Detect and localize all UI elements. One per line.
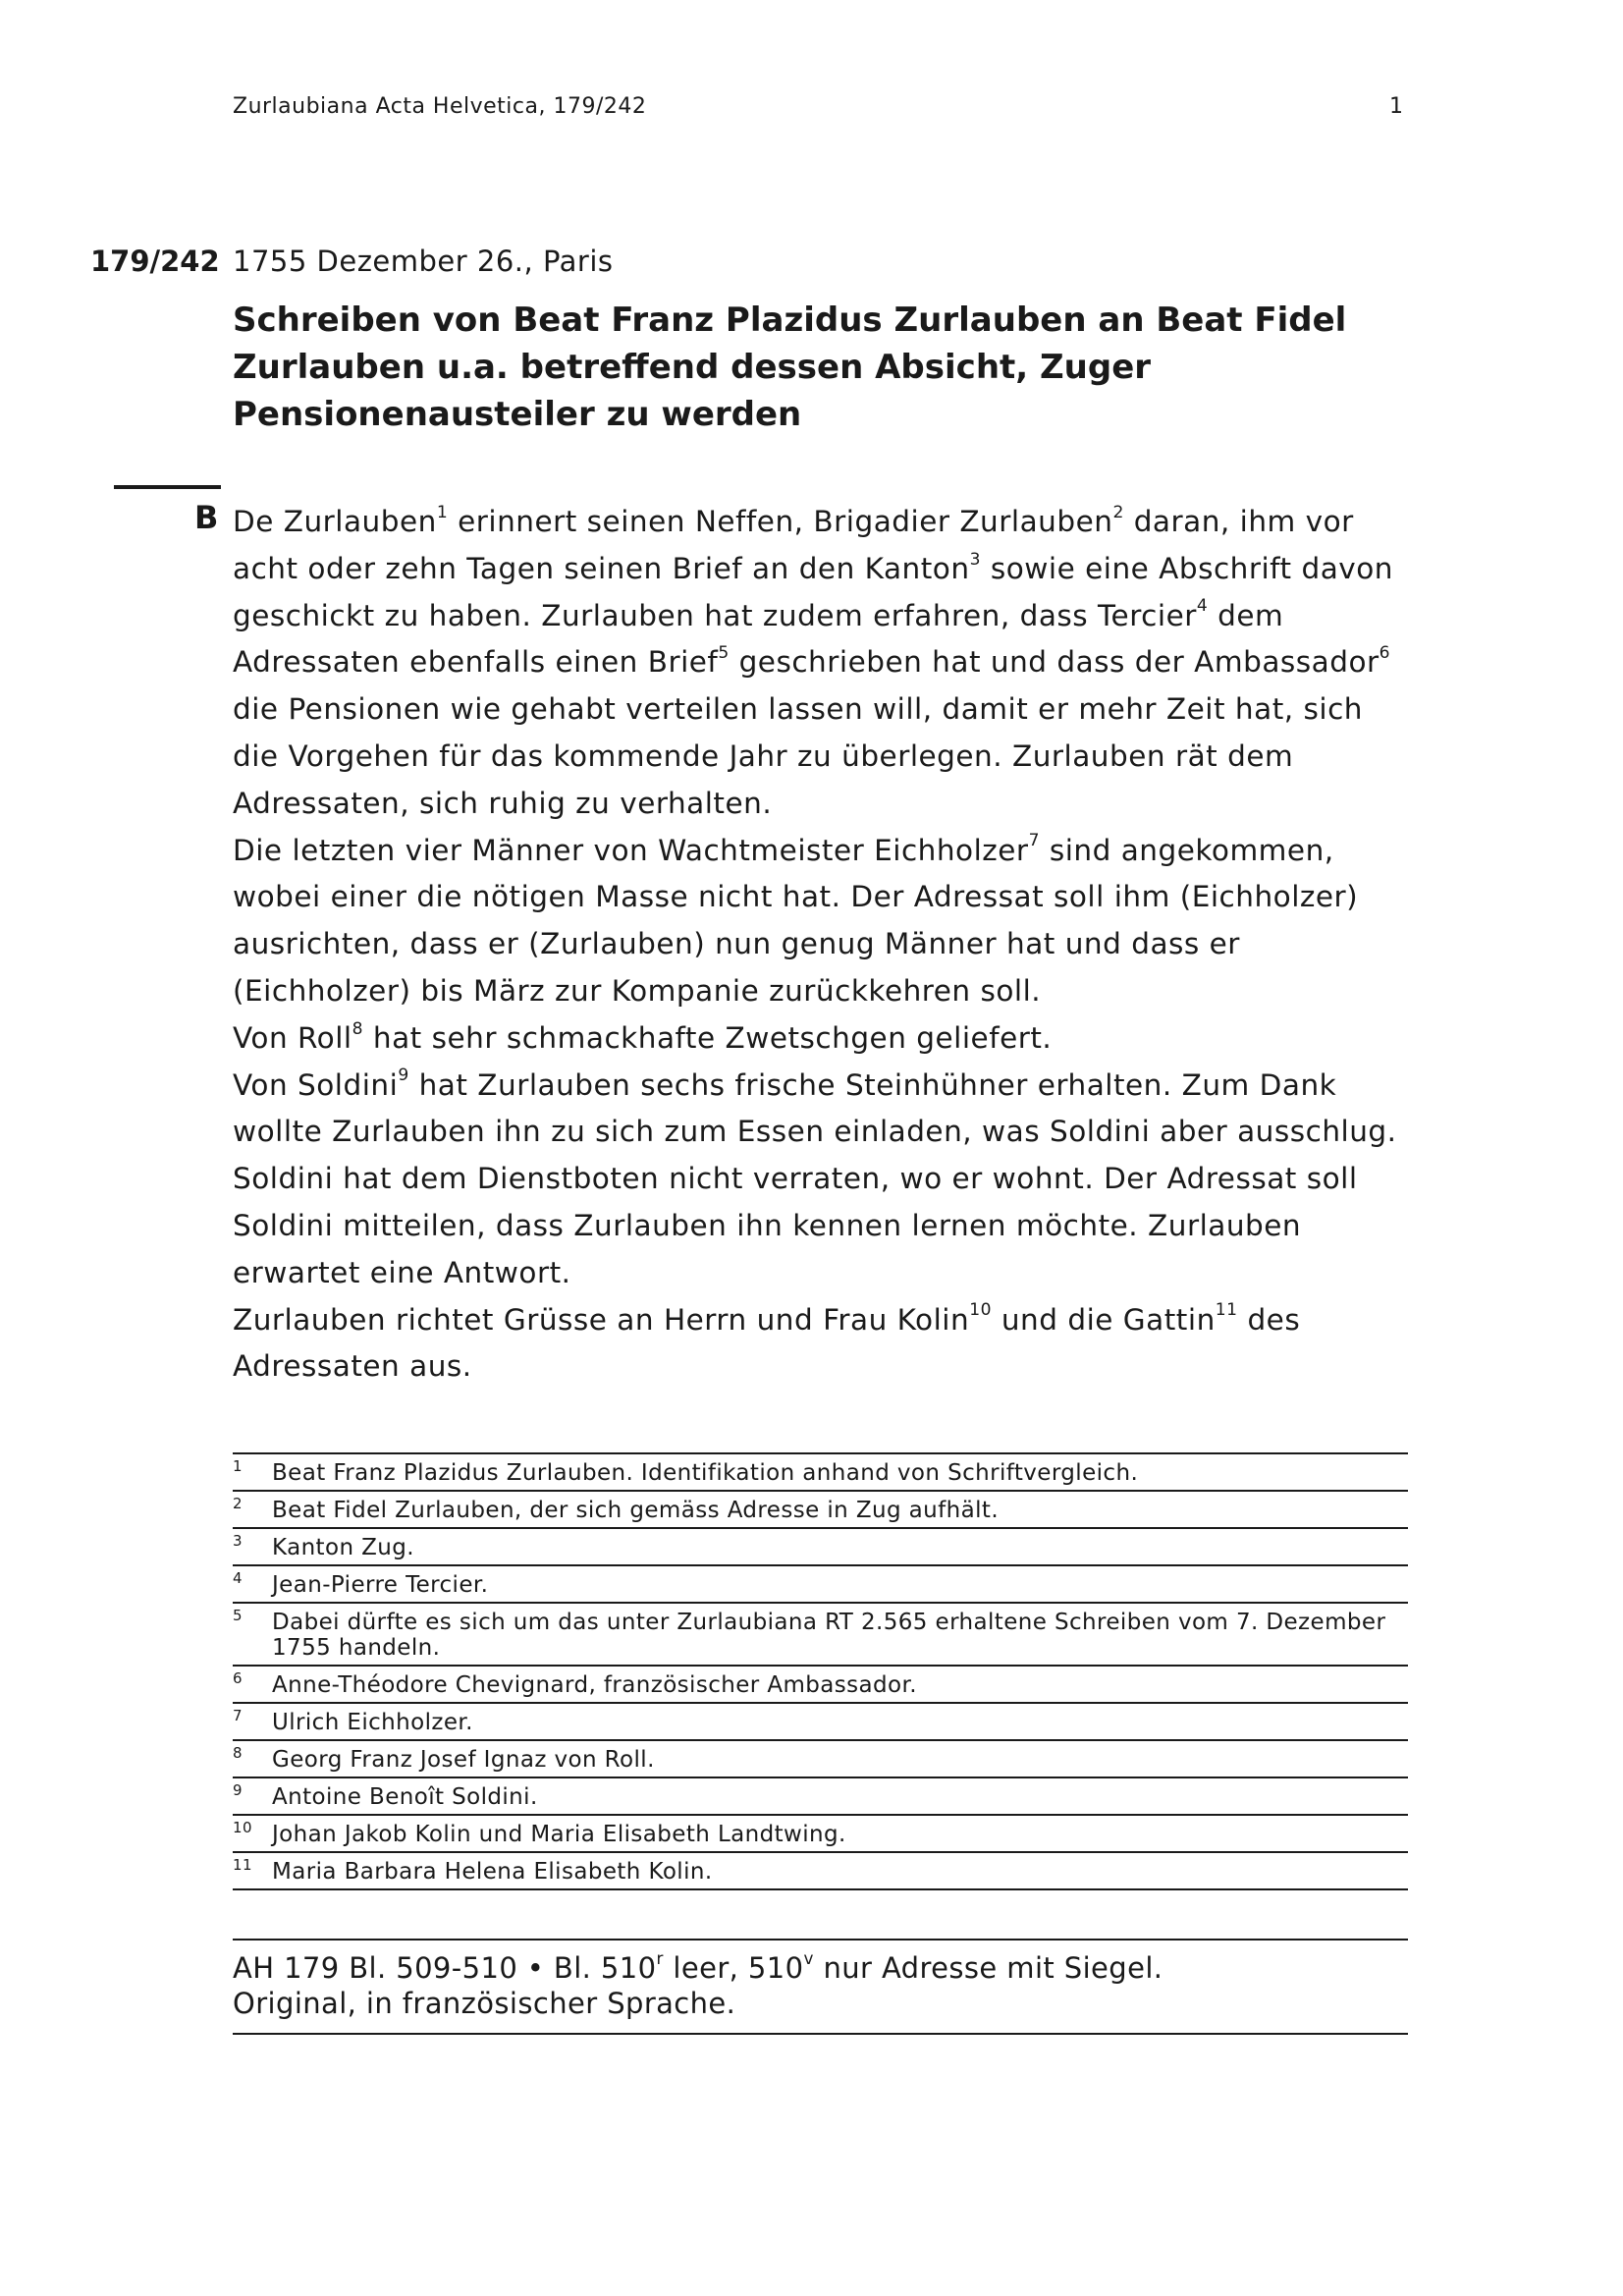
footnote-item: [233, 1741, 1408, 1778]
footnote-number: 9: [233, 1781, 243, 1799]
footnote-item: [233, 1454, 1408, 1492]
running-header-title: Zurlaubiana Acta Helvetica, 179/242: [233, 94, 647, 119]
footnote-ref[interactable]: 5: [718, 643, 730, 664]
footnote-item: [233, 1529, 1408, 1566]
footnote-item: [233, 1853, 1408, 1890]
footnote-number: 4: [233, 1569, 243, 1587]
footnote-text: Kanton Zug.: [272, 1535, 414, 1560]
footnote-ref[interactable]: 9: [398, 1066, 409, 1086]
summary-paragraph: Von Soldini$^9$ hat Zurlauben sechs frische Steinhühner erhalten. Zum Dank wollte Zurlauben ihn zu sich zum Essen einladen, was Soldini aber ausschlug. Soldini hat dem Dienstboten nicht verraten, wo er wohnt. Der Adressat soll Soldini mitteilen, dass Zurlauben ihn kennen lernen möchte. Zurlauben erwartet eine Antwort.: [233, 1066, 1397, 1289]
source-line: AH 179 Bl. 509-510 • Bl. 510$^r$ leer, 510$^v$ nur Adresse mit Siegel.: [233, 1947, 1163, 1985]
page-number: 1: [1389, 94, 1403, 119]
footnote-text: Beat Fidel Zurlauben, der sich gemäss Adresse in Zug aufhält.: [272, 1498, 1000, 1523]
footnote-text: Anne-Théodore Chevignard, französischer Ambassador.: [272, 1672, 917, 1698]
section-marker: B: [194, 499, 219, 536]
footnote-item: [233, 1492, 1408, 1529]
footnote-ref[interactable]: 8: [352, 1018, 364, 1039]
document-heading: Schreiben von Beat Franz Plazidus Zurlauben an Beat Fidel Zurlauben u.a. betreffend dessen Absicht, Zuger Pensionenausteiler zu werden: [233, 301, 1347, 434]
summary-text: [233, 499, 1411, 1391]
footnote-ref[interactable]: 1: [436, 502, 449, 522]
footnotes-list: [233, 1452, 1408, 1890]
footnote-item: [233, 1704, 1408, 1741]
footnote-number: 11: [233, 1856, 252, 1874]
footnote-text: Antoine Benoît Soldini.: [272, 1784, 538, 1810]
footnote-ref[interactable]: 4: [1196, 596, 1209, 617]
summary-paragraph: Von Roll$^8$ hat sehr schmackhafte Zwetschgen geliefert.: [233, 1018, 1053, 1055]
footnote-text: Jean-Pierre Tercier.: [272, 1572, 489, 1598]
footnote-ref[interactable]: 10: [969, 1300, 992, 1321]
footnote-number: 1: [233, 1457, 243, 1475]
recto-marker: r: [656, 1947, 664, 1968]
summary-paragraph: De Zurlauben$^1$ erinnert seinen Neffen, Brigadier Zurlauben$^2$ daran, ihm vor acht oder zehn Tagen seinen Brief an den Kanton$^3$ sowie eine Abschrift davon geschickt zu haben. Zurlauben hat zudem erfahren, dass Tercier$^4$ dem Adressaten ebenfalls einen Brief$^5$ geschrieben hat und dass der Ambassador$^6$ die Pensionen wie gehabt verteilen lassen will, damit er mehr Zeit hat, sich die Vorgehen für das kommende Jahr zu überlegen. Zurlauben rät dem Adressaten, sich ruhig zu verhalten.: [233, 502, 1393, 820]
footnote-number: 2: [233, 1495, 243, 1512]
footnote-number: 8: [233, 1744, 243, 1762]
footnote-ref[interactable]: 7: [1028, 831, 1040, 851]
footnote-text: Dabei dürfte es sich um das unter Zurlaubiana RT 2.565 erhaltene Schreiben vom 7. Dezember 1755 handeln.: [272, 1610, 1386, 1661]
footnote-text: Maria Barbara Helena Elisabeth Kolin.: [272, 1859, 713, 1885]
footnote-number: 3: [233, 1532, 243, 1550]
footnote-item: [233, 1816, 1408, 1853]
footnote-text: Georg Franz Josef Ignaz von Roll.: [272, 1747, 655, 1773]
footnote-text: Ulrich Eichholzer.: [272, 1710, 473, 1735]
footnote-text: Beat Franz Plazidus Zurlauben. Identifikation anhand von Schriftvergleich.: [272, 1460, 1139, 1486]
footnote-ref[interactable]: 2: [1112, 502, 1124, 522]
footnote-item: [233, 1604, 1408, 1667]
footnote-number: 5: [233, 1607, 243, 1624]
footnote-number: 6: [233, 1669, 243, 1687]
summary-paragraph: Die letzten vier Männer von Wachtmeister Eichholzer$^7$ sind angekommen, wobei einer die nötigen Masse nicht hat. Der Adressat soll ihm (Eichholzer) ausrichten, dass er (Zurlauben) nun genug Männer hat und dass er (Eichholzer) bis März zur Kompanie zurückkehren soll.: [233, 831, 1359, 1008]
document-number: 179/242: [90, 245, 220, 278]
source-line: Original, in französischer Sprache.: [233, 1987, 736, 2020]
footnote-item: [233, 1778, 1408, 1816]
section-divider: [114, 485, 221, 489]
footnote-ref[interactable]: 11: [1215, 1300, 1238, 1321]
document-date: 1755 Dezember 26., Paris: [233, 245, 614, 278]
footnote-item: [233, 1566, 1408, 1604]
footnote-item: [233, 1667, 1408, 1704]
footnote-text: Johan Jakob Kolin und Maria Elisabeth Landtwing.: [272, 1822, 846, 1847]
summary-paragraph: Zurlauben richtet Grüsse an Herrn und Frau Kolin$^{10}$ und die Gattin$^{11}$ des Adressaten aus.: [233, 1300, 1301, 1384]
source-citation: [233, 1939, 1408, 2035]
verso-marker: v: [803, 1947, 814, 1968]
footnote-number: 10: [233, 1819, 252, 1836]
footnote-ref[interactable]: 6: [1379, 643, 1391, 664]
footnote-ref[interactable]: 3: [969, 549, 981, 570]
footnote-number: 7: [233, 1707, 243, 1724]
